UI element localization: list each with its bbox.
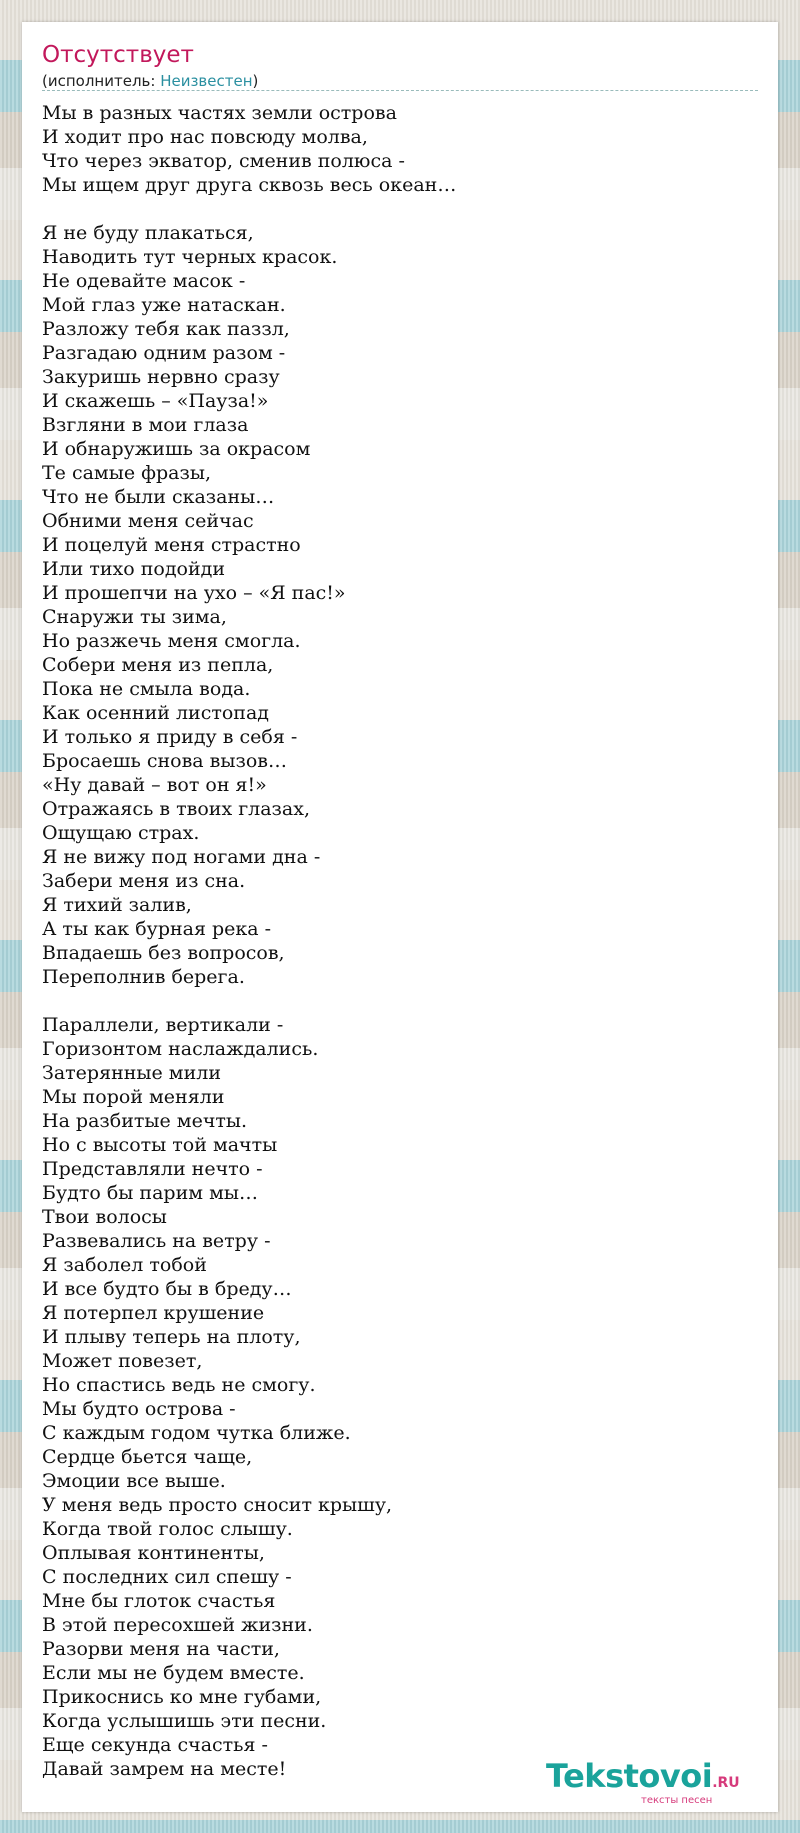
lyric-line: Как осенний листопад (42, 702, 269, 724)
lyric-line: Прикоснись ко мне губами, (42, 1686, 322, 1708)
lyric-line: Может повезет, (42, 1350, 203, 1372)
lyric-line: Взгляни в мои глаза (42, 414, 249, 436)
lyric-line: И скажешь – «Пауза!» (42, 390, 269, 412)
lyric-line: Что не были сказаны… (42, 486, 275, 508)
logo-tagline: тексты песен (641, 1795, 713, 1806)
lyric-line: Я не буду плакаться, (42, 222, 254, 244)
lyric-line: Сердце бьется чаще, (42, 1446, 253, 1468)
lyric-line: Разорви меня на части, (42, 1638, 280, 1660)
lyric-line: На разбитые мечты. (42, 1110, 248, 1132)
lyric-line: Оплывая континенты, (42, 1542, 265, 1564)
stanza-break (42, 989, 758, 1013)
artist-prefix: (исполнитель: (42, 72, 161, 90)
lyric-line: И ходит про нас повсюду молва, (42, 126, 368, 148)
lyric-line: Мы порой меняли (42, 1086, 225, 1108)
lyric-line: Пока не смыла вода. (42, 678, 251, 700)
lyric-line: И обнаружишь за окрасом (42, 438, 311, 460)
lyric-line: И поцелуй меня страстно (42, 534, 301, 556)
lyric-line: Будто бы парим мы… (42, 1182, 258, 1204)
lyric-line: Но разжечь меня смогла. (42, 630, 301, 652)
lyric-line: А ты как бурная река - (42, 918, 272, 940)
logo-wordmark: Tekstovoi (546, 1757, 713, 1795)
lyric-line: Еще секунда счастья - (42, 1734, 268, 1756)
lyric-line: Мне бы глоток счастья (42, 1590, 276, 1612)
lyric-line: Закуришь нервно сразу (42, 366, 280, 388)
lyric-line: Собери меня из пепла, (42, 654, 274, 676)
lyric-line: Наводить тут черных красок. (42, 246, 338, 268)
lyric-line: Представляли нечто - (42, 1158, 263, 1180)
title-divider (42, 90, 758, 91)
lyric-line: Параллели, вертикали - (42, 1014, 284, 1036)
lyric-line: Переполнив берега. (42, 966, 245, 988)
stanza-break (42, 197, 758, 221)
lyric-line: Мы в разных частях земли острова (42, 102, 397, 124)
lyric-line: И только я приду в себя - (42, 726, 298, 748)
song-title: Отсутствует (42, 42, 194, 68)
lyric-line: Когда твой голос слышу. (42, 1518, 293, 1540)
lyric-line: И плыву теперь на плоту, (42, 1326, 301, 1348)
lyrics-text (42, 101, 758, 1781)
lyric-line: Мы будто острова - (42, 1398, 236, 1420)
lyric-line: Я потерпел крушение (42, 1302, 265, 1324)
lyric-line: В этой пересохшей жизни. (42, 1614, 313, 1636)
lyric-line: Впадаешь без вопросов, (42, 942, 285, 964)
lyric-line: Снаружи ты зима, (42, 606, 227, 628)
lyric-line: Мой глаз уже натаскан. (42, 294, 286, 316)
lyric-line: Горизонтом наслаждались. (42, 1038, 319, 1060)
lyric-line: Разложу тебя как паззл, (42, 318, 290, 340)
lyric-line: Обними меня сейчас (42, 510, 254, 532)
lyric-line: Твои волосы (42, 1206, 167, 1228)
lyric-line: Что через экватор, сменив полюса - (42, 150, 405, 172)
lyric-line: Затерянные мили (42, 1062, 221, 1084)
lyric-line: С последних сил спешу - (42, 1566, 292, 1588)
lyric-line: Давай замрем на месте! (42, 1758, 287, 1780)
lyric-line: Я тихий залив, (42, 894, 192, 916)
lyric-line: Мы ищем друг друга сквозь весь океан… (42, 174, 457, 196)
site-logo[interactable] (546, 1757, 740, 1806)
lyric-line: Не одевайте масок - (42, 270, 246, 292)
lyric-line: Бросаешь снова вызов… (42, 750, 287, 772)
artist-suffix: ) (252, 72, 259, 90)
lyric-line: Ощущаю страх. (42, 822, 200, 844)
lyric-line: Я не вижу под ногами дна - (42, 846, 321, 868)
lyric-line: Когда услышишь эти песни. (42, 1710, 327, 1732)
logo-tld: .RU (712, 1775, 740, 1791)
lyric-line: Эмоции все выше. (42, 1470, 226, 1492)
lyric-line: И все будто бы в бреду… (42, 1278, 292, 1300)
lyric-line: Если мы не будем вместе. (42, 1662, 305, 1684)
lyric-line: «Ну давай – вот он я!» (42, 774, 267, 796)
artist-link[interactable]: Неизвестен (160, 72, 253, 90)
lyric-line: И прошепчи на ухо – «Я пас!» (42, 582, 346, 604)
artist-line (42, 72, 258, 90)
lyric-line: Те самые фразы, (42, 462, 211, 484)
lyric-line: Отражаясь в твоих глазах, (42, 798, 310, 820)
lyric-line: Но с высоты той мачты (42, 1134, 278, 1156)
lyric-line: Я заболел тобой (42, 1254, 207, 1276)
lyric-line: Или тихо подойди (42, 558, 225, 580)
lyric-line: С каждым годом чутка ближе. (42, 1422, 351, 1444)
lyric-line: Разгадаю одним разом - (42, 342, 286, 364)
lyric-line: Забери меня из сна. (42, 870, 246, 892)
lyric-line: У меня ведь просто сносит крышу, (42, 1494, 393, 1516)
lyric-line: Развевались на ветру - (42, 1230, 271, 1252)
lyric-line: Но спастись ведь не смогу. (42, 1374, 316, 1396)
lyrics-sheet (22, 22, 778, 1812)
